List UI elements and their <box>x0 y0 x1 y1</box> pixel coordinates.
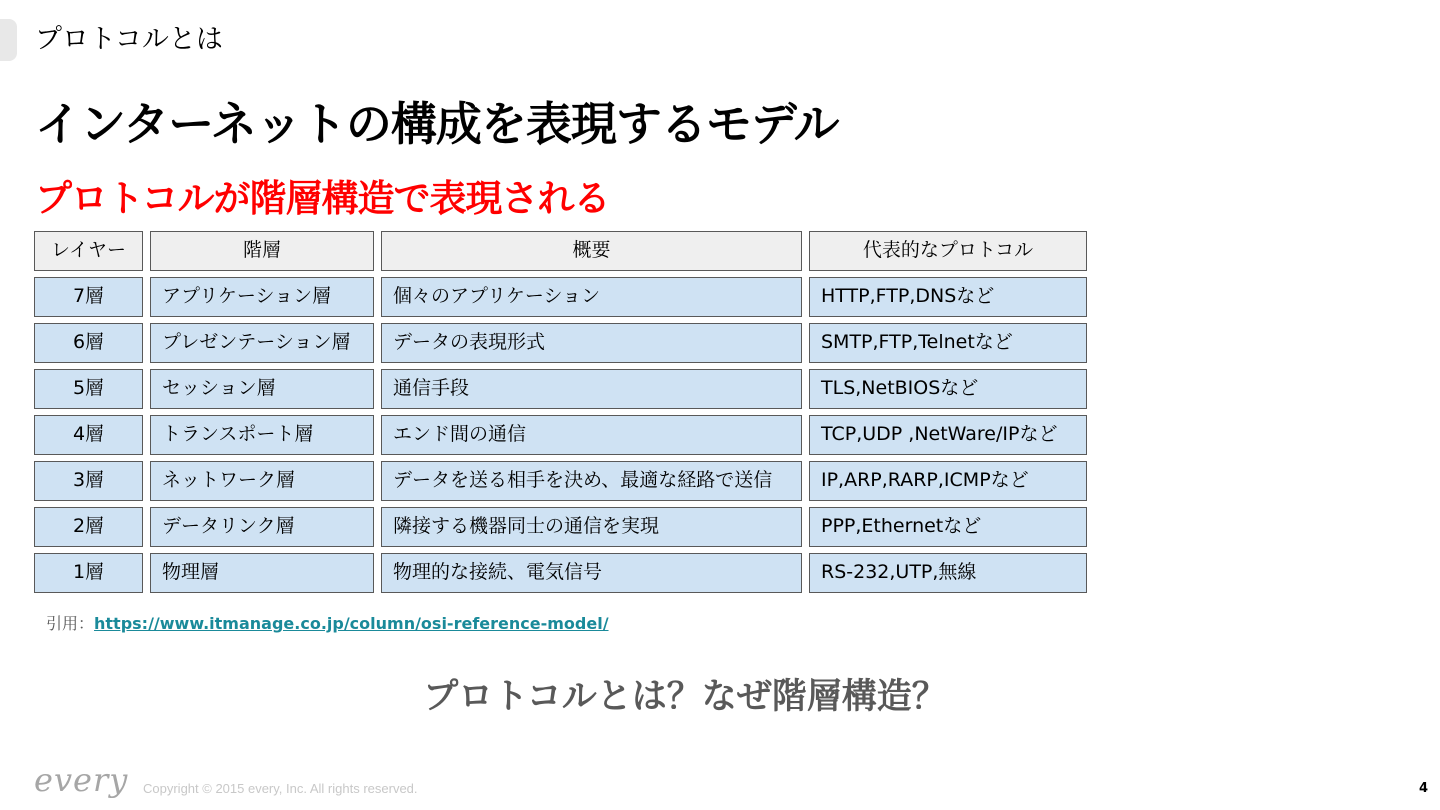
layer-number: 3層 <box>34 461 143 501</box>
layer-name: データリンク層 <box>150 507 374 547</box>
citation-label: 引用： <box>46 614 95 633</box>
page-subtitle: プロトコルが階層構造で表現される <box>35 177 610 220</box>
header-summary: 概要 <box>381 231 802 271</box>
layer-protocols: PPP,Ethernetなど <box>809 507 1087 547</box>
header-layer: レイヤー <box>34 231 143 271</box>
osi-layer-table <box>34 231 1087 599</box>
layer-name: 物理層 <box>150 553 374 593</box>
company-logo: every <box>34 761 129 799</box>
table-row <box>34 415 1087 455</box>
table-row <box>34 461 1087 501</box>
layer-summary: データを送る相手を決め、最適な経路で送信 <box>381 461 802 501</box>
layer-number: 1層 <box>34 553 143 593</box>
layer-name: ネットワーク層 <box>150 461 374 501</box>
layer-number: 5層 <box>34 369 143 409</box>
layer-name: トランスポート層 <box>150 415 374 455</box>
layer-summary: エンド間の通信 <box>381 415 802 455</box>
layer-summary: 隣接する機器同士の通信を実現 <box>381 507 802 547</box>
section-tab-marker <box>0 19 17 61</box>
layer-protocols: SMTP,FTP,Telnetなど <box>809 323 1087 363</box>
layer-summary: 個々のアプリケーション <box>381 277 802 317</box>
layer-summary: データの表現形式 <box>381 323 802 363</box>
layer-protocols: IP,ARP,RARP,ICMPなど <box>809 461 1087 501</box>
citation <box>46 612 609 636</box>
layer-summary: 物理的な接続、電気信号 <box>381 553 802 593</box>
layer-number: 6層 <box>34 323 143 363</box>
layer-summary: 通信手段 <box>381 369 802 409</box>
page-number: 4 <box>1418 781 1428 796</box>
table-header-row <box>34 231 1087 271</box>
layer-name: セッション層 <box>150 369 374 409</box>
table-row <box>34 323 1087 363</box>
citation-link[interactable]: https://www.itmanage.co.jp/column/osi-reference-model/ <box>94 614 609 633</box>
table-row <box>34 553 1087 593</box>
layer-protocols: HTTP,FTP,DNSなど <box>809 277 1087 317</box>
layer-number: 4層 <box>34 415 143 455</box>
section-label: プロトコルとは <box>35 24 223 55</box>
section-question: プロトコルとは？なぜ階層構造？ <box>423 677 947 717</box>
table-row <box>34 369 1087 409</box>
page-title: インターネットの構成を表現するモデル <box>35 97 839 151</box>
layer-name: プレゼンテーション層 <box>150 323 374 363</box>
table-row <box>34 277 1087 317</box>
header-protocols: 代表的なプロトコル <box>809 231 1087 271</box>
copyright-text: Copyright © 2015 every, Inc. All rights reserved. <box>143 781 418 796</box>
table-row <box>34 507 1087 547</box>
layer-name: アプリケーション層 <box>150 277 374 317</box>
layer-protocols: TCP,UDP ,NetWare/IPなど <box>809 415 1087 455</box>
layer-number: 7層 <box>34 277 143 317</box>
layer-number: 2層 <box>34 507 143 547</box>
layer-protocols: TLS,NetBIOSなど <box>809 369 1087 409</box>
header-hierarchy: 階層 <box>150 231 374 271</box>
layer-protocols: RS-232,UTP,無線 <box>809 553 1087 593</box>
